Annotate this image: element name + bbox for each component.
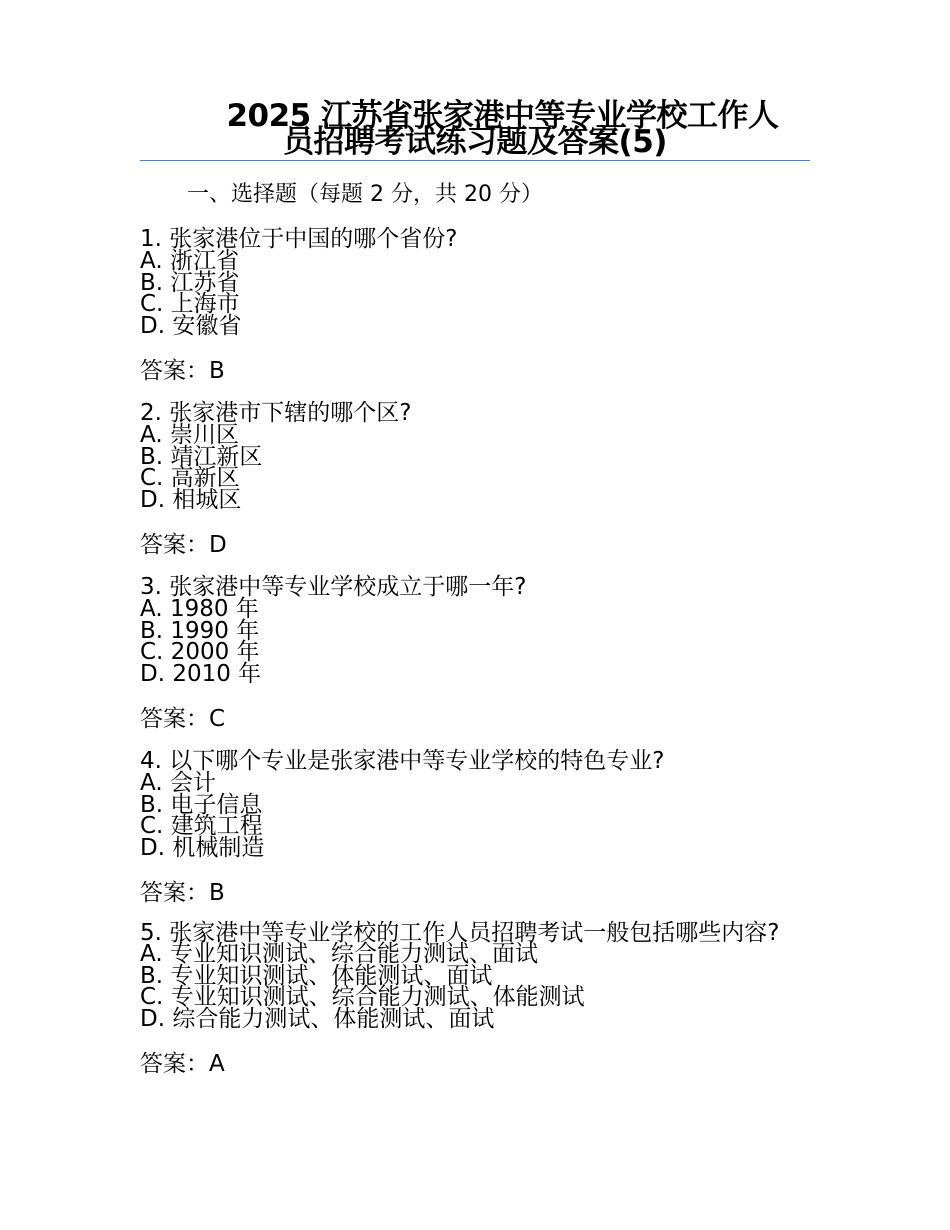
answer-line: 答案：A <box>140 1051 225 1077</box>
option-b: B. 1990 年 <box>140 617 260 644</box>
option-c: C. 2000 年 <box>140 639 260 665</box>
option-a: A. 崇川区 <box>140 422 239 448</box>
option-d: D. 综合能力测试、体能测试、面试 <box>140 1005 495 1032</box>
question-stem: 4. 以下哪个专业是张家港中等专业学校的特色专业? <box>140 748 665 774</box>
option-a: A. 1980 年 <box>140 596 259 622</box>
section-heading: 一、选择题（每题 2 分，共 20 分） <box>187 182 543 207</box>
question-stem: 2. 张家港市下辖的哪个区? <box>140 400 412 426</box>
question-3 <box>140 575 810 731</box>
option-list <box>140 248 810 339</box>
option-c: C. 专业知识测试、综合能力测试、体能测试 <box>140 984 585 1010</box>
option-list <box>140 422 810 513</box>
question-4 <box>140 749 810 905</box>
question-2 <box>140 401 810 557</box>
option-d: D. 相城区 <box>140 486 242 513</box>
option-a: A. 会计 <box>140 770 216 796</box>
document-title-line-2: 员招聘考试练习题及答案(5) <box>283 124 667 160</box>
question-1 <box>140 227 810 383</box>
option-d: D. 2010 年 <box>140 660 262 687</box>
answer-line: 答案：B <box>140 358 225 384</box>
option-c: C. 高新区 <box>140 465 240 491</box>
question-stem: 3. 张家港中等专业学校成立于哪一年? <box>140 574 527 600</box>
option-a: A. 浙江省 <box>140 248 239 274</box>
question-stem: 5. 张家港中等专业学校的工作人员招聘考试一般包括哪些内容? <box>140 920 780 946</box>
answer-line: 答案：C <box>140 706 226 732</box>
option-d: D. 机械制造 <box>140 834 265 861</box>
option-b: B. 专业知识测试、体能测试、面试 <box>140 962 493 989</box>
question-stem: 1. 张家港位于中国的哪个省份? <box>140 226 458 252</box>
option-list <box>140 770 810 861</box>
option-b: B. 电子信息 <box>140 791 263 818</box>
title-underline-divider <box>140 160 810 161</box>
answer-line: 答案：B <box>140 880 225 906</box>
question-5 <box>140 922 810 1076</box>
answer-line: 答案：D <box>140 532 227 558</box>
document-title <box>140 98 810 160</box>
option-c: C. 上海市 <box>140 291 240 317</box>
option-list <box>140 596 810 687</box>
option-c: C. 建筑工程 <box>140 813 263 839</box>
option-list <box>140 941 810 1032</box>
option-a: A. 专业知识测试、综合能力测试、面试 <box>140 941 538 967</box>
document-title-line-1: 2025 江苏省张家港中等专业学校工作人 <box>226 98 779 134</box>
option-b: B. 江苏省 <box>140 269 240 296</box>
option-b: B. 靖江新区 <box>140 443 263 470</box>
option-d: D. 安徽省 <box>140 312 242 339</box>
